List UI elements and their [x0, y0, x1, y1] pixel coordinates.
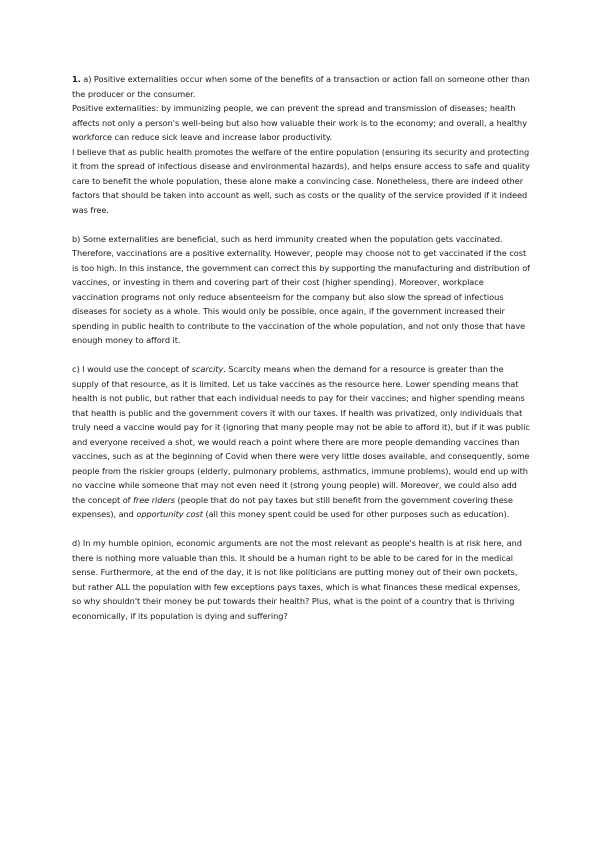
answer-1a — [72, 72, 530, 217]
term-free-riders: free riders — [133, 494, 175, 505]
answer-1c — [72, 362, 530, 522]
answer-1c-body-3: (all this money spent could be used for other purposes such as education). — [202, 509, 510, 519]
answer-1d-text: d) In my humble opinion, economic arguments are not the most relevant as people's health is at risk here, and there is nothing more valuable than this. It should be a human right to be able to be cared for in the medical sense. Furthermore, at the end of the day, it is not like politicians are putting money out of their own pockets, but rather ALL the population with few exceptions pays taxes, which is what finances these medical expenses, so why shouldn't their money be put towards their health? Plus, what is the point of a country that is thriving economically, if its population is dying and suffering? — [72, 538, 522, 621]
answer-1a-definition-text: a) Positive externalities occur when some of the benefits of a transaction or action fall on someone other than the producer or the consumer. — [72, 74, 530, 99]
answer-1a-definition — [72, 72, 530, 101]
answer-1b-text: b) Some externalities are beneficial, such as herd immunity created when the population gets vaccinated. Therefore, vaccinations are a positive externality. However, people may choose not to get vaccinated if the cost is too high. In this instance, the government can correct this by supporting the manufacturing and distribution of vaccines, or investing in them and covering part of their cost (higher spending). Moreover, workplace vaccination programs not only reduce absenteeism for the company but also slow the spread of infectious diseases for society as a whole. This would only be possible, once again, if the government increased their spending in public health to contribute to the vaccination of the whole population, and not only those that have enough money to afford it. — [72, 233, 530, 345]
document-page — [72, 72, 530, 638]
answer-1d — [72, 536, 530, 623]
answer-1a-opinion: I believe that as public health promotes the welfare of the entire population (ensuring its security and protecting it from the spread of infectious disease and environmental hazards), and helps ensure access to safe and quality care to benefit the whole population, these alone make a convincing case. Nonetheless, there are indeed other factors that should be taken into account as well, such as costs or the quality of the service provided if it indeed was free. — [72, 146, 530, 215]
answer-1b — [72, 232, 530, 348]
answer-1c-text — [72, 362, 530, 522]
answer-1a-positive-externalities: Positive externalities: by immunizing people, we can prevent the spread and transmission of diseases; health affects not only a person's well-being but also how valuable their work is to the economy; and overall, a healthy workforce can reduce sick leave and increase labor productivity. — [72, 103, 527, 142]
answer-1c-body-2: (people that do not pay taxes but still benefit from the government covering these expenses), and — [72, 494, 513, 519]
term-scarcity: scarcity — [191, 364, 224, 374]
answer-1c-intro: c) I would use the concept of — [72, 364, 192, 374]
term-opportunity-cost: opportunity cost — [136, 509, 203, 519]
answer-1c-body-1: . Scarcity means when the demand for a resource is greater than the supply of that resource, as it is limited. Let us take vaccines as the resource here. Lower spending means that health is not public, but rather that each individual needs to pay for their vaccines; and higher spending means that health is public and the government covers it with our taxes. If health was privatized, only individuals that truly need a vaccine would pay for it (ignoring that many people may not be able to afford it), but if it was public and everyone received a shot, we would reach a point where there are more people demanding vaccines than vaccines, such as at the beginning of Covid when there were very little doses available, and consequently, some people from the riskier groups (elderly, pulmonary problems, asthmatics, immune problems), would end up with no vaccine while someone that may not even need it (strong young people) will. Moreover, we could also add the concept of — [72, 364, 530, 505]
question-number: 1. — [72, 74, 81, 84]
